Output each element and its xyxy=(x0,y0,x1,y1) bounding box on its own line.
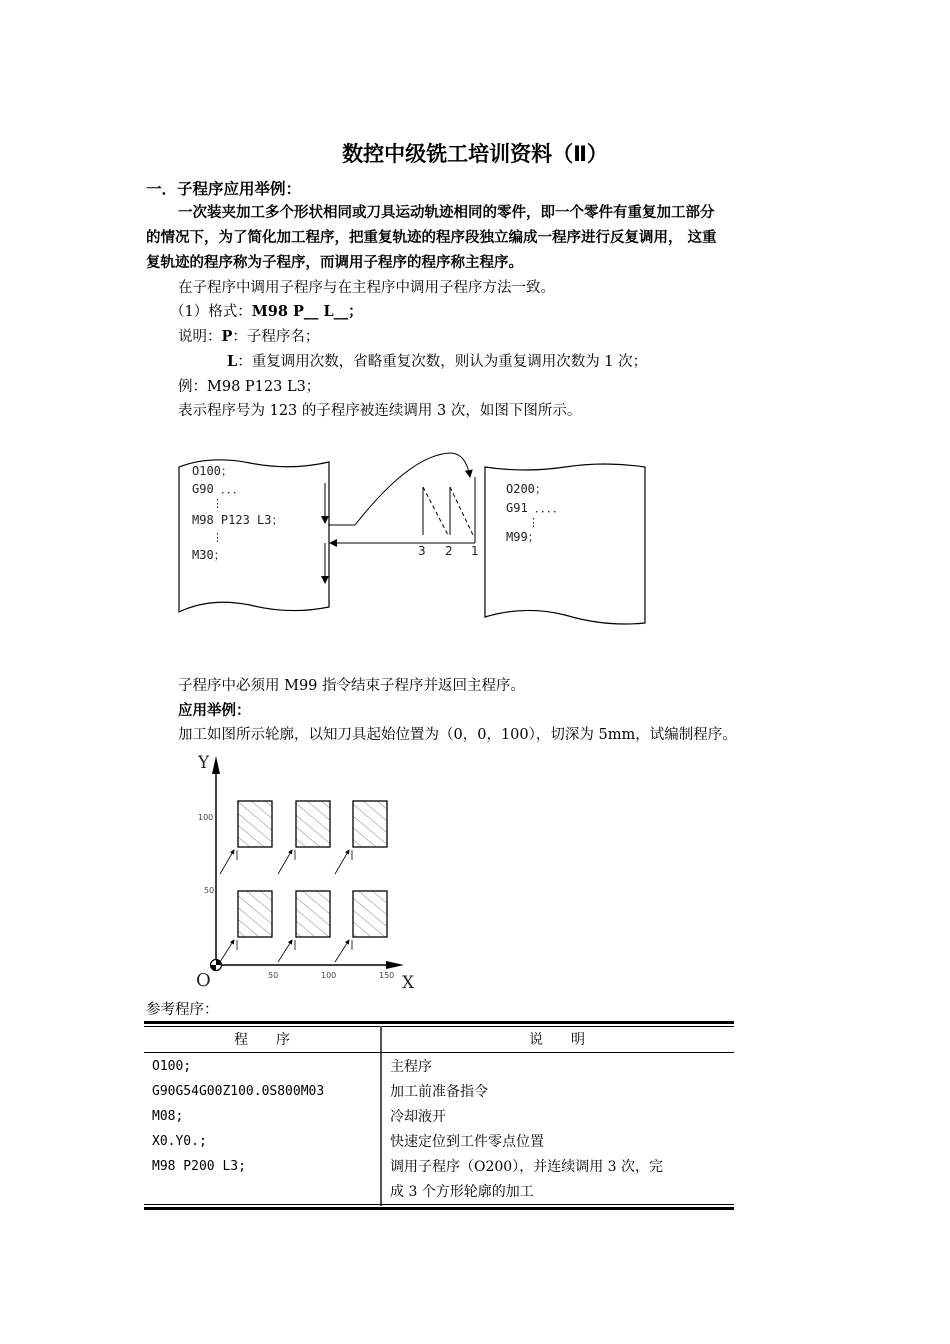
page-title: 数控中级铣工培训资料（Ⅱ） xyxy=(342,142,608,166)
row-1-desc: 主程序 xyxy=(390,1059,432,1075)
sub-line-4: M99； xyxy=(506,530,540,544)
row-5-desc-continued: 成 3 个方形轮廓的加工 xyxy=(390,1184,534,1200)
format-prefix: （1）格式： xyxy=(170,304,252,320)
application-text: 加工如图所示轮廓，以知刀具起始位置为（0，0，100），切深为 5mm，试编制程序。 xyxy=(178,727,737,743)
sub-line-2: G91 ．．．． xyxy=(506,501,565,515)
intro-paragraph-line-3: 复轨迹的程序称为子程序，而调用子程序的程序称主程序。 xyxy=(146,255,523,271)
desc-prefix: 说明： xyxy=(178,329,222,345)
y-tick-100: 100 xyxy=(198,813,214,822)
row-4-desc: 快速定位到工件零点位置 xyxy=(390,1134,544,1150)
x-axis-label: X xyxy=(402,973,415,993)
desc-l-line xyxy=(227,352,647,372)
header-description: 说 明 xyxy=(529,1032,585,1048)
section-heading: 一．子程序应用举例： xyxy=(146,180,302,198)
row-1-code: O100; xyxy=(152,1059,192,1074)
origin-label: O xyxy=(196,970,211,991)
example-line: 例：M98 P123 L3； xyxy=(178,379,321,395)
main-line-4: M98 P123 L3； xyxy=(192,513,284,527)
main-line-6: M30； xyxy=(192,548,226,562)
format-code: M98 P__ L__； xyxy=(251,303,363,320)
row-5-code: M98 P200 L3; xyxy=(152,1159,246,1174)
desc-p-key: P xyxy=(221,328,233,345)
main-line-5: ⋮ xyxy=(212,531,223,544)
format-line xyxy=(170,302,363,322)
row-2-code: G90G54G00Z100.0S800M03 xyxy=(152,1084,325,1099)
desc-l-text: ：重复调用次数，省略重复次数，则认为重复调用次数为 1 次； xyxy=(237,354,648,370)
x-tick-50: 50 xyxy=(268,971,279,980)
main-line-2: G90 ．．． xyxy=(192,482,245,496)
x-tick-100: 100 xyxy=(321,971,337,980)
m99-note: 子程序中必须用 M99 指令结束子程序并返回主程序。 xyxy=(178,678,526,694)
desc-p-text: ：子程序名； xyxy=(232,329,320,345)
row-3-desc: 冷却液开 xyxy=(390,1109,446,1125)
nesting-note: 在子程序中调用子程序与在主程序中调用子程序方法一致。 xyxy=(178,280,555,296)
x-tick-150: 150 xyxy=(379,971,395,980)
row-5-desc: 调用子程序（O200），并连续调用 3 次，完 xyxy=(390,1159,664,1175)
reference-label: 参考程序： xyxy=(146,1002,219,1018)
row-4-code: X0.Y0.; xyxy=(152,1134,207,1149)
intro-paragraph-line-1: 一次装夹加工多个形状相同或刀具运动轨迹相同的零件，即一个零件有重复加工部分 xyxy=(178,205,715,221)
header-program: 程 序 xyxy=(234,1032,290,1048)
repeat-count-3: 3 xyxy=(418,544,426,558)
subprogram-call-diagram xyxy=(170,445,660,635)
y-tick-50: 50 xyxy=(204,886,215,895)
sub-line-3: ⋮ xyxy=(528,516,539,529)
row-3-code: M08; xyxy=(152,1109,184,1124)
desc-p-line xyxy=(178,327,319,347)
desc-l-key: L xyxy=(227,353,238,370)
row-2-desc: 加工前准备指令 xyxy=(390,1084,488,1100)
main-line-1: O100； xyxy=(192,464,233,478)
main-line-3: ⋮ xyxy=(212,497,223,510)
intro-paragraph-line-2: 的情况下，为了简化加工程序，把重复轨迹的程序段独立编成一程序进行反复调用， 这重 xyxy=(146,230,717,246)
sub-line-1: O200； xyxy=(506,482,547,496)
y-axis-label: Y xyxy=(198,753,210,773)
contour-layout-diagram xyxy=(190,750,430,995)
repeat-count-1: 1 xyxy=(471,544,479,558)
application-heading: 应用举例： xyxy=(178,703,251,719)
repeat-count-2: 2 xyxy=(445,544,453,558)
example-description: 表示程序号为 123 的子程序被连续调用 3 次，如图下图所示。 xyxy=(178,403,582,419)
